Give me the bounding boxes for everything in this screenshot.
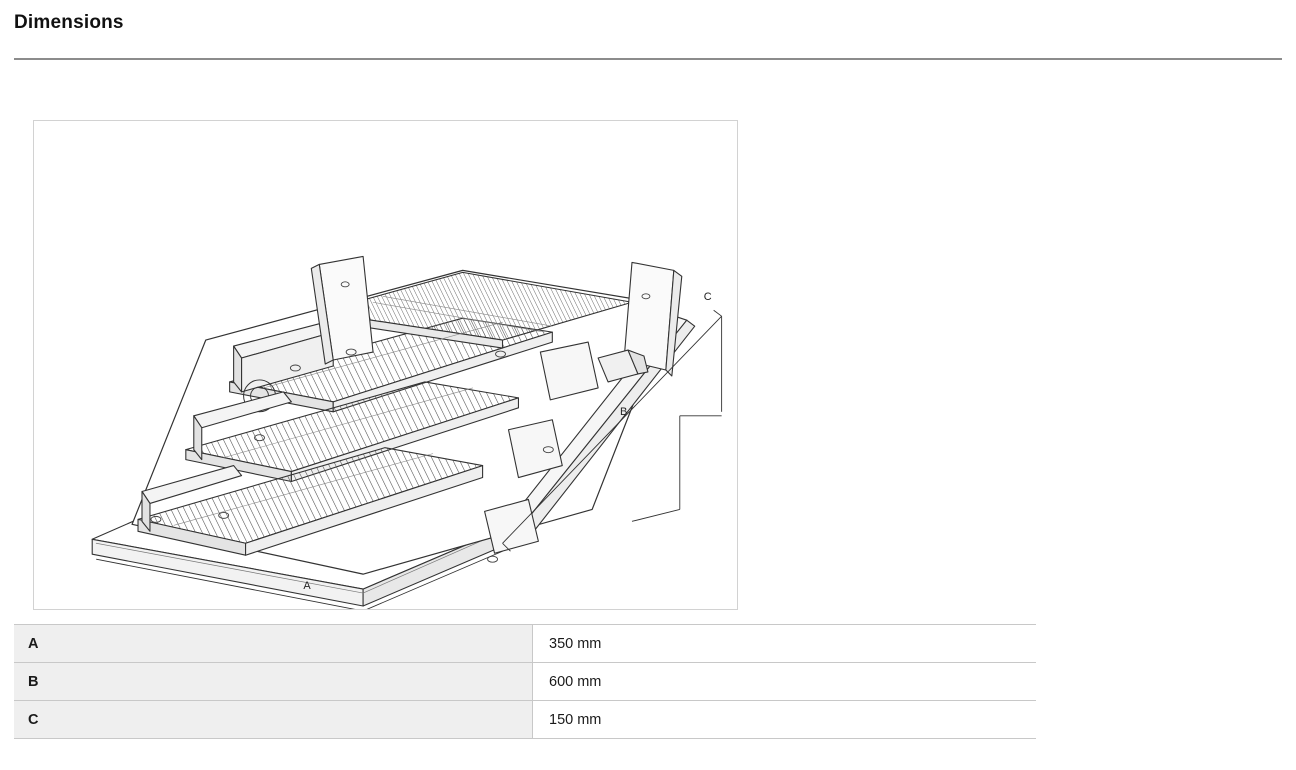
dimension-value: 150 mm [533,701,1037,739]
page-title: Dimensions [14,12,124,33]
dimension-value: 350 mm [533,625,1037,663]
dimensions-table [14,624,1036,739]
table-row [14,663,1036,701]
title-divider [14,58,1282,60]
table-row [14,701,1036,739]
dimension-key: A [14,625,533,663]
callout-b-label: B [620,405,628,418]
dimension-key: B [14,663,533,701]
callout-c-label: C [703,291,712,304]
dimension-key: C [14,701,533,739]
callout-a-label: A [303,580,311,593]
dimension-value: 600 mm [533,663,1037,701]
table-row [14,625,1036,663]
dimension-figure [33,120,738,610]
